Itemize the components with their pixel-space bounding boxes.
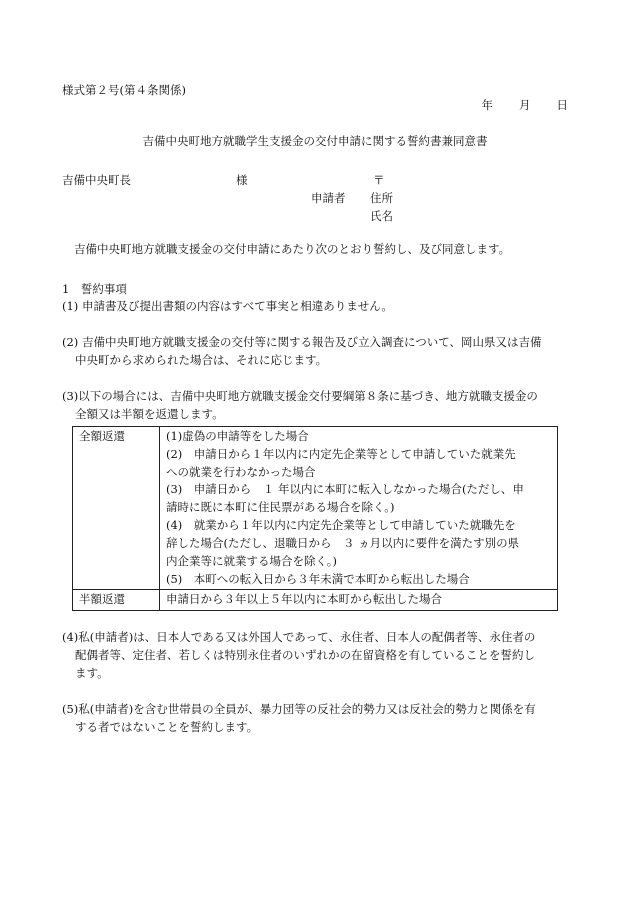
pledge-item-3-line1: (3)以下の場合には、吉備中央町地方就職支援金交付要綱第８条に基づき、地方就職支援金の: [62, 389, 538, 403]
intro-statement: 吉備中央町地方就職支援金の交付申請にあたり次のとおり誓約し、及び同意します。: [74, 242, 511, 256]
pledge-item-3: [62, 388, 572, 424]
pledge-item-1: [62, 298, 572, 316]
pledge-item-5-line2: する者ではないことを誓約します。: [75, 719, 259, 734]
date-day: 日: [556, 98, 568, 112]
pledge-item-3-line2: 全額又は半額を返還します。: [75, 406, 224, 421]
full-refund-condition-2a: (2) 申請日から１年以内に内定先企業等として申請していた就業先: [166, 446, 516, 461]
pledge-item-4-line2: 配偶者等、定住者、若しくは特別永住者のいずれかの在留資格を有していることを誓約し: [75, 647, 535, 662]
full-refund-condition-3a: (3) 申請日から １ 年以内に本町に転入しなかった場合(ただし、申: [166, 482, 524, 497]
address-label: 住所: [370, 191, 393, 205]
document-title: 吉備中央町地方就職学生支援金の交付申請に関する誓約書兼同意書: [142, 134, 488, 148]
full-refund-condition-2b: への就業を行わなかった場合: [166, 464, 316, 479]
half-refund-label: 半額返還: [73, 590, 160, 611]
table-row-full-refund: [73, 427, 558, 590]
pledge-item-1-text: (1) 申請書及び提出書類の内容はすべて事実と相違ありません。: [62, 299, 393, 313]
pledge-item-5: [62, 701, 572, 737]
pledge-item-5-line1: (5)私(申請者)を含む世帯員の全員が、暴力団等の反社会的勢力又は反社会的勢力と関係を有: [62, 702, 536, 716]
full-refund-condition-4c: 内企業等に就業する場合を除く。): [166, 553, 338, 568]
postal-mark: 〒: [373, 173, 385, 187]
full-refund-condition-1: (1)虚偽の申請等をした場合: [166, 429, 309, 443]
full-refund-condition-4a: (4) 就業から１年以内に内定先企業等として申請していた就職先を: [166, 518, 516, 533]
pledge-item-4: [62, 629, 572, 682]
section-heading: 1 誓約事項: [62, 282, 127, 296]
full-refund-conditions: [160, 427, 558, 590]
applicant-label: 申請者: [311, 191, 346, 205]
full-refund-condition-3b: 請時に既に本町に住民票がある場合を除く。): [166, 500, 395, 515]
date-line: [456, 97, 569, 115]
addressee-name: 吉備中央町長: [62, 173, 131, 187]
pledge-item-2-line1: (2) 吉備中央町地方就職支援金の交付等に関する報告及び立入調査について、岡山県又は吉備: [62, 335, 542, 349]
table-row-half-refund: [73, 590, 558, 611]
date-month: 月: [519, 98, 531, 112]
pledge-item-4-line1: (4)私(申請者)は、日本人である又は外国人であって、永住者、日本人の配偶者等、永住者の: [62, 630, 536, 644]
full-refund-condition-4b: 辞した場合(ただし、退職日から ３ ヵ月以内に要件を満たす別の県: [166, 535, 520, 550]
name-label: 氏名: [370, 209, 393, 223]
half-refund-condition: 申請日から３年以上５年以内に本町から転出した場合: [160, 590, 558, 611]
full-refund-condition-5: (5) 本町への転入日から３年未満で本町から転出した場合: [166, 571, 470, 586]
pledge-item-2: [62, 334, 572, 370]
addressee-honorific: 様: [236, 173, 248, 187]
form-number: 様式第２号(第４条関係): [62, 83, 186, 97]
date-year: 年: [481, 98, 493, 112]
pledge-item-4-line3: ます。: [75, 665, 109, 680]
refund-table: [72, 426, 558, 611]
pledge-item-2-line2: 中央町から求められた場合は、それに応じます。: [75, 352, 328, 367]
full-refund-label: 全額返還: [73, 427, 160, 590]
